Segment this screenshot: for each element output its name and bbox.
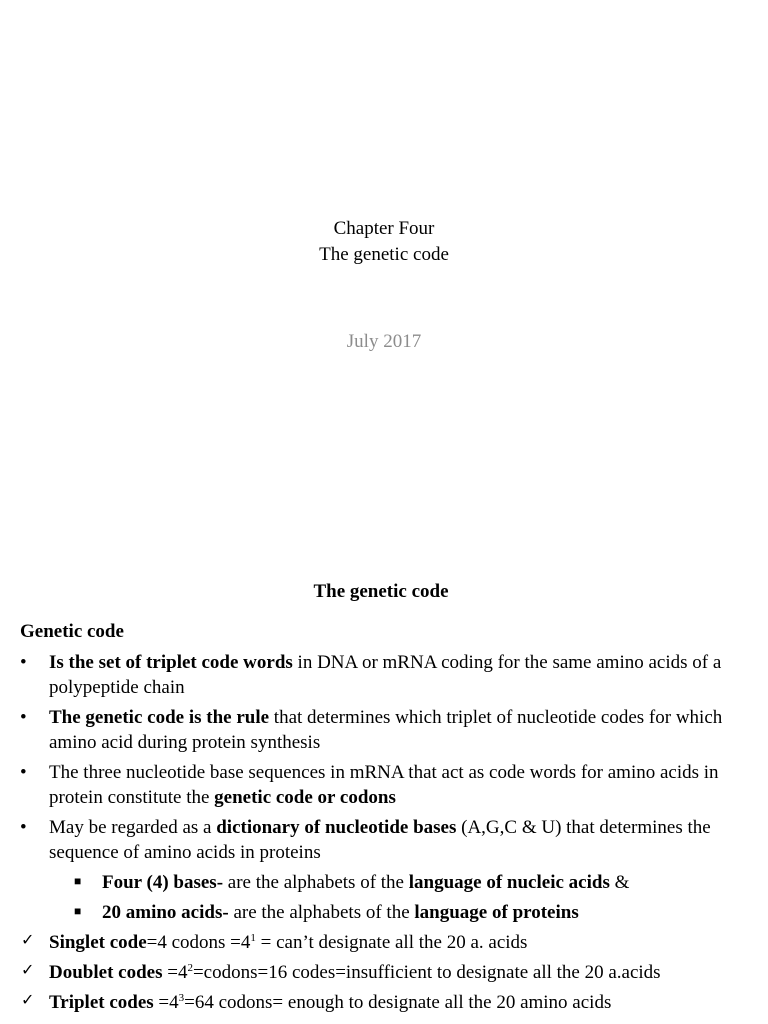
bullet-dot-icon: •	[20, 762, 27, 783]
bullet-bold-text: dictionary of nucleotide bases	[216, 817, 457, 838]
sub-bullet-bold-text: Four (4) bases-	[102, 872, 224, 893]
bullet-text: The three nucleotide base sequences in mRNA that act as code words for amino acids in protein constitute the	[49, 762, 719, 808]
sub-bullet-item	[20, 900, 750, 925]
section-content	[20, 620, 750, 1020]
bullet-text: in DNA or mRNA coding for the same amino acids of a polypeptide chain	[49, 652, 722, 698]
square-bullet-icon: ■	[74, 874, 82, 888]
check-text: = can’t designate all the 20 a. acids	[255, 932, 528, 953]
check-text: =codons=16 codes=insufficient to designate all the 20 a.acids	[192, 962, 661, 983]
cover-date: July 2017	[346, 331, 422, 352]
exponent: 3	[178, 992, 185, 1004]
sub-bullet-bold-text: 20 amino acids-	[102, 902, 229, 923]
sub-bullet-text: are the alphabets of the	[223, 872, 409, 893]
check-text: =4	[153, 992, 179, 1013]
bullet-dot-icon: •	[20, 817, 27, 838]
bullet-bold-text: The genetic code is the rule	[49, 707, 270, 728]
check-bold-text: Singlet code	[49, 932, 147, 953]
sub-bullet-text: are the alphabets of the	[228, 902, 415, 923]
sub-bullet-bold-text: language of nucleic acids	[408, 872, 610, 893]
bullet-item	[20, 650, 750, 700]
sub-bullet-bold-text: language of proteins	[414, 902, 579, 923]
sub-bullet-item	[20, 870, 750, 895]
bullet-item	[20, 705, 750, 755]
bullet-bold-text: Is the set of triplet code words	[49, 652, 293, 673]
bullet-item	[20, 815, 750, 865]
exponent: 1	[250, 932, 256, 944]
bullet-item	[20, 760, 750, 810]
check-text: =64 codons= enough to designate all the 20 amino acids	[184, 992, 612, 1013]
check-bold-text: Triplet codes	[49, 992, 154, 1013]
check-text: =4	[162, 962, 188, 983]
check-item	[20, 990, 750, 1015]
check-bold-text: Doublet codes	[49, 962, 163, 983]
bullet-bold-text: genetic code or codons	[214, 787, 396, 808]
bullet-text: May be regarded as a	[49, 817, 217, 838]
cover-title: The genetic code	[319, 244, 449, 265]
check-item	[20, 960, 750, 985]
exponent: 2	[187, 962, 193, 974]
checkmark-icon: ✓	[21, 930, 35, 949]
bullet-text: that determines which triplet of nucleotide codes for which amino acid during protein synthesis	[49, 707, 723, 753]
cover-title-block	[0, 216, 768, 268]
subheading: Genetic code	[20, 621, 124, 642]
chapter-label: Chapter Four	[333, 218, 435, 239]
section-heading: The genetic code	[313, 581, 449, 602]
bullet-dot-icon: •	[20, 652, 27, 673]
check-item	[20, 930, 750, 955]
bullet-text: (A,G,C & U) that determines the sequence of amino acids in proteins	[49, 817, 711, 863]
checkmark-icon: ✓	[21, 990, 35, 1009]
check-text: =4 codons =4	[146, 932, 251, 953]
sub-bullet-text: &	[609, 872, 630, 893]
square-bullet-icon: ■	[74, 904, 82, 918]
bullet-dot-icon: •	[20, 707, 27, 728]
checkmark-icon: ✓	[21, 960, 35, 979]
